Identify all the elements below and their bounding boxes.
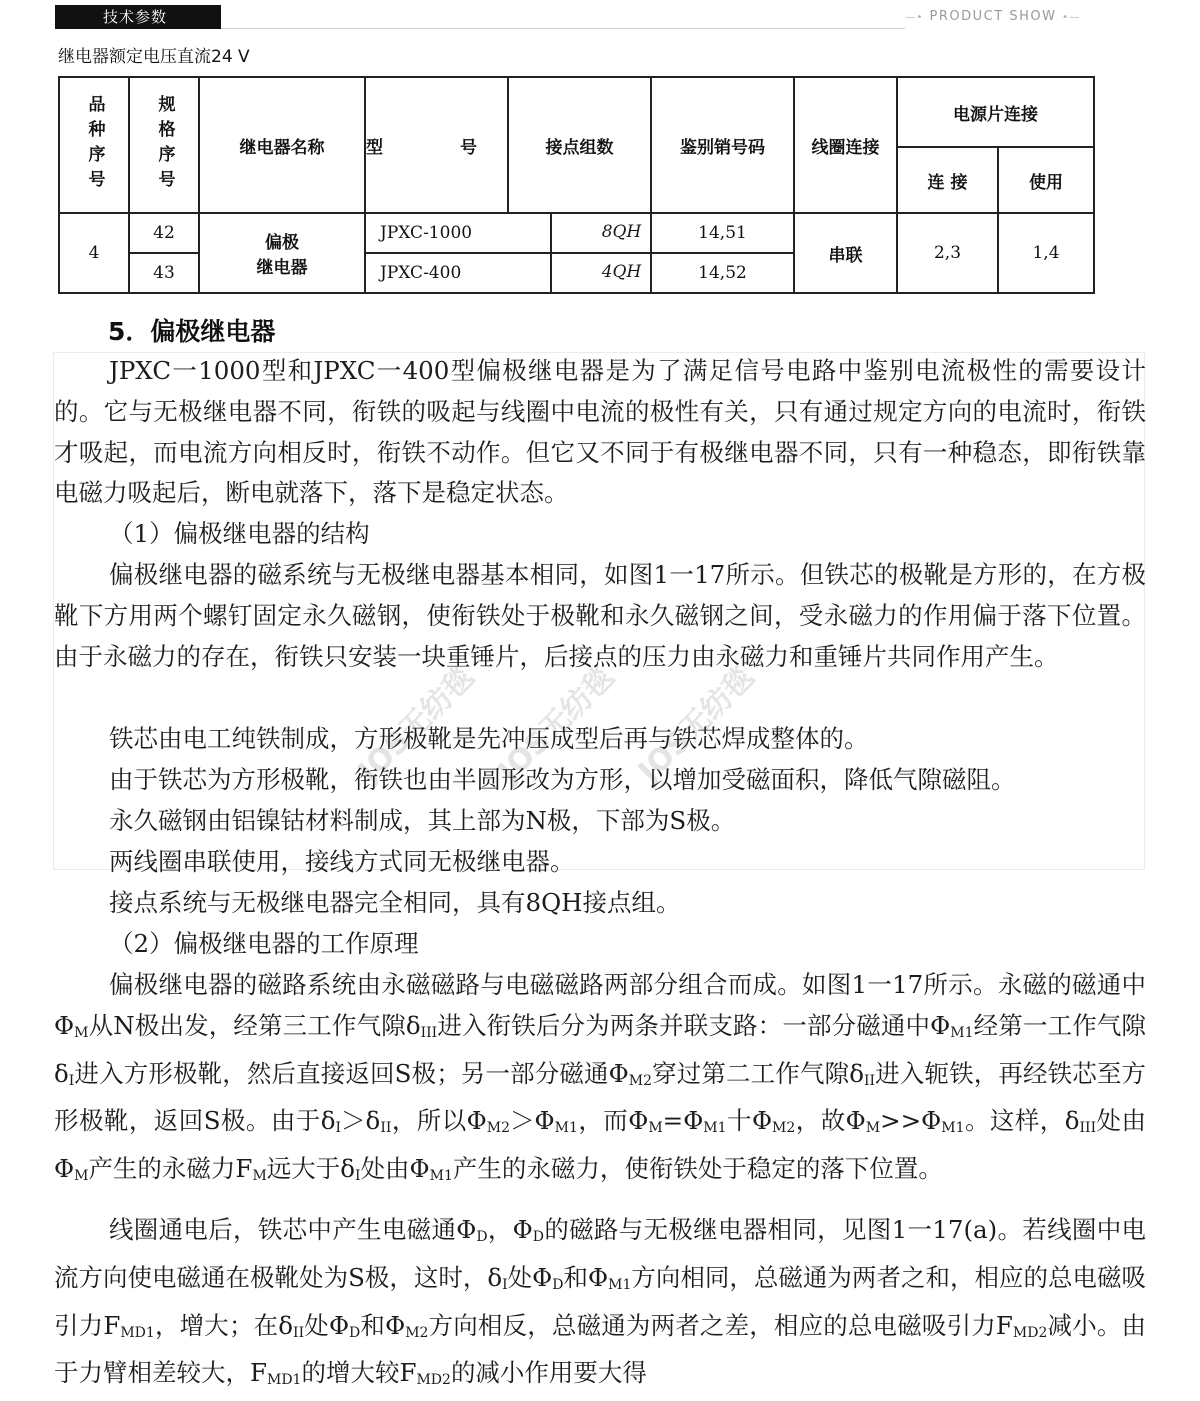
cell-connect: 2,3 [897,213,998,293]
principle-paragraph-1: 偏极继电器的磁路系统由永磁磁路与电磁磁路两部分组合而成。如图1一17所示。永磁的磁通中$\Phi_M$从N极出发，经第三工作气隙$\delta_{III}$进入衔铁后分为两条并联支路：一部分磁通中$\Phi_{M1}$经第一工作气隙$\delta_I$进入方形极靴，然后直接返回S极；另一部分磁通$\Phi_{M2}$穿过第二工作气隙$\delta_{II}$进入轭铁，再经铁芯至方形极靴，返回S极。由于$\delta_I>\delta_{II}$，所以$\Phi_{M2}>\Phi_{M1}$，而$\Phi_M=\Phi_{M1}$十$\Phi_{M2}$，故$\Phi_M>>\Phi_{M1}$。这样，$\delta_{III}$处由$\Phi_M$产生的永磁力$F_M$远大于$\delta_I$处由$\Phi_{M1}$产生的永磁力，使衔铁处于稳定的落下位置。 [54,970,1147,1185]
cell-use: 1,4 [998,213,1094,293]
header-contact-groups: 接点组数 [508,77,651,213]
header-power-group: 电源片连接 [897,77,1094,147]
cell-spec-no: 43 [129,253,199,293]
dot-left-icon: —• [905,12,924,23]
cell-pin-code: 14,52 [651,253,794,293]
model-text: JPXC-400 [380,263,462,283]
line-contact: 接点系统与无极继电器完全相同，具有8QH接点组。 [109,888,681,917]
line-armature: 由于铁芯为方形极靴，衔铁也由半圆形改为方形，以增加受磁面积，降低气隙磁阻。 [109,765,1016,794]
watermark-text: JOS无纺毯 [351,659,482,790]
section-tab-technical-params: 技术参数 [55,5,221,29]
header-coil-connection: 线圈连接 [794,77,897,213]
header-model: 型 号 [365,77,508,213]
product-show-text: PRODUCT SHOW [929,9,1057,24]
header-use: 使用 [998,147,1094,213]
voltage-note: 继电器额定电压直流24 V [58,47,250,67]
contact-groups-row1: 8QH [601,222,642,242]
cell-pin-code: 14,51 [651,213,794,253]
contact-groups-row2: 4QH [601,262,642,282]
cell-spec-no: 42 [129,213,199,253]
section-title: 5．偏极继电器 [108,317,276,346]
structure-paragraph: 偏极继电器的磁系统与无极继电器基本相同，如图1一17所示。但铁芯的极靴是方形的，在方极靴下方用两个螺钉固定永久磁钢，使衔铁处于极靴和永久磁钢之间，受永磁力的作用偏于落下位置。由于永磁力的存在，衔铁只安装一块重锤片，后接点的压力由永磁力和重锤片共同作用产生。 [54,560,1146,671]
header-spec-no: 规格序号 [129,77,199,213]
line-magnet: 永久磁钢由铝镍钴材料制成，其上部为N极，下部为S极。 [109,806,736,835]
cell-coil-connection: 串联 [794,213,897,293]
principle-paragraph-2: 线圈通电后，铁芯中产生电磁通$\Phi_D$，$\Phi_D$的磁路与无极继电器相同，见图1一17(a)。若线圈中电流方向使电磁通在极靴处为S极，这时，$\delta_I$处$\Phi_D$和$\Phi_{M1}$方向相同，总磁通为两者之和，相应的总电磁吸引力$F_{MD1}$，增大；在$\delta_{II}$处$\Phi_D$和$\Phi_{M2}$方向相反，总磁通为两者之差，相应的总电磁吸引力$F_{MD2}$减小。由于力臂相差较大，$F_{MD1}$的增大较$F_{MD2}$的减小作用要大得 [54,1215,1147,1389]
watermark-text: JOS无纺毯 [491,659,622,790]
model-text: JPXC-1000 [380,223,473,243]
principle-heading: （2）偏极继电器的工作原理 [109,929,419,958]
intro-paragraph: JPXC一1000型和JPXC一400型偏极继电器是为了满足信号电路中鉴别电流极性的需要设计的。它与无极继电器不同，衔铁的吸起与线圈中电流的极性有关，只有通过规定方向的电流时，衔铁才吸起，而电流方向相反时，衔铁不动作。但它又不同于有极继电器不同，只有一种稳态，即衔铁靠电磁力吸起后，断电就落下，落下是稳定状态。 [54,356,1146,508]
dot-right-icon: •— [1062,12,1081,23]
product-show-label [905,7,1145,27]
header-pin-code: 鉴别销号码 [651,77,794,213]
header-variety-no: 品种序号 [59,77,129,213]
cell-relay-name [199,213,365,293]
cell-variety-no: 4 [59,213,129,293]
header-divider [221,28,905,29]
relay-name-line1: 偏极 [265,233,299,253]
structure-heading: （1）偏极继电器的结构 [109,519,370,548]
header-connect: 连 接 [897,147,998,213]
header-relay-name: 继电器名称 [199,77,365,213]
relay-name-line2: 继电器 [256,258,308,278]
watermark-text: JOS无纺毯 [631,659,762,790]
contact-column-divider [550,212,552,294]
line-coil: 两线圈串联使用，接线方式同无极继电器。 [109,847,575,876]
line-core: 铁芯由电工纯铁制成，方形极靴是先冲压成型后再与铁芯焊成整体的。 [109,724,869,753]
